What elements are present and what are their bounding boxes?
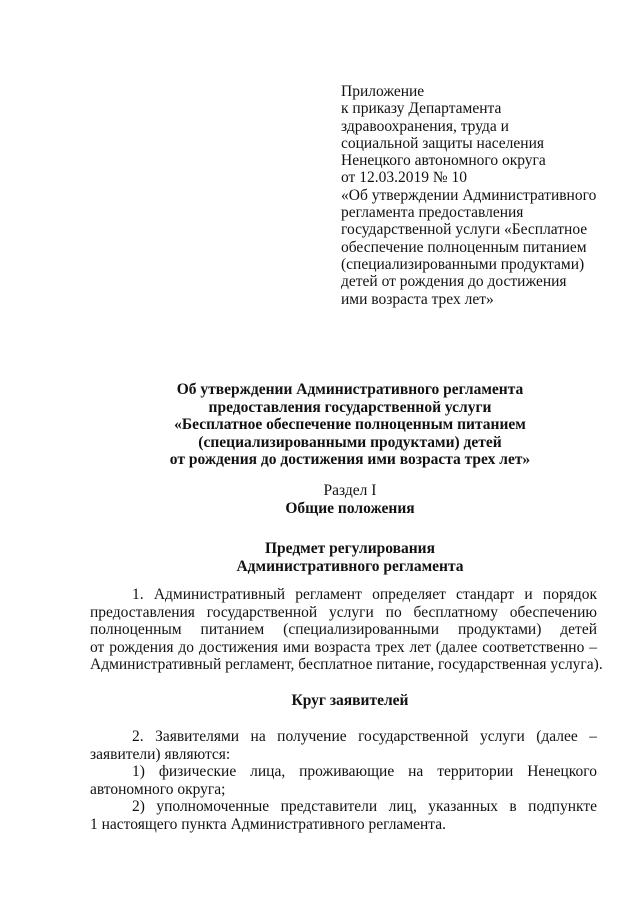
title-line: «Бесплатное обеспечение полноценным питанием	[174, 416, 526, 433]
annex-line: (специализированными продуктами)	[341, 255, 585, 273]
annex-line: государственной услуги «Бесплатное	[341, 221, 588, 239]
annex-line: от 12.03.2019 № 10	[341, 169, 467, 187]
annex-line: ими возраста трех лет»	[341, 290, 494, 308]
title-line: от рождения до достижения ими возраста трех лет»	[169, 451, 531, 468]
annex-line: к приказу Департамента	[341, 100, 502, 118]
annex-line: Приложение	[341, 83, 425, 100]
annex-line: регламента предоставления	[341, 204, 524, 222]
list-item-line: 1 настоящего пункта Административного регламента.	[90, 815, 447, 833]
annex-line: обеспечение полноценным питанием	[341, 238, 587, 256]
annex-line: социальной защиты населения	[341, 134, 545, 152]
annex-line: здравоохранения, труда и	[341, 117, 509, 135]
paragraph-line: от рождения до достижения ими возраста трех лет (далее соответственно –	[90, 638, 597, 656]
paragraph-2	[90, 728, 597, 834]
annex-block	[341, 83, 611, 308]
paragraph-line: Административный регламент, бесплатное питание, государственная услуга).	[90, 656, 603, 674]
subject-heading-line: Предмет регулирования	[264, 540, 435, 557]
applicants-heading: Круг заявителей	[291, 692, 409, 709]
paragraph-line: 2. Заявителями на получение государственной услуги (далее –	[132, 728, 597, 745]
subject-heading-line: Административного регламента	[236, 557, 464, 575]
annex-line: Ненецкого автономного округа	[341, 152, 546, 170]
title-line: (специализированными продуктами) детей	[198, 433, 502, 451]
paragraph-1	[90, 586, 603, 674]
title-line: предоставления государственной услуги	[208, 398, 492, 416]
list-item-line: 2) уполномоченные представители лиц, указанных в подпункте	[132, 798, 597, 816]
list-item-line: автономного округа;	[90, 780, 226, 798]
paragraph-line: полноценным питанием (специализированными продуктами) детей	[90, 621, 597, 639]
list-item-line: 1) физические лица, проживающие на территории Ненецкого	[132, 763, 597, 781]
title-line: Об утверждении Административного регламента	[176, 381, 524, 398]
paragraph-line: предоставления государственной услуги по бесплатному обеспечению	[90, 603, 597, 621]
annex-line: детей от рождения до достижения	[341, 273, 567, 291]
document-title	[80, 381, 620, 469]
subject-heading	[80, 540, 620, 575]
paragraph-line: 1. Административный регламент определяет стандарт и порядок	[132, 586, 597, 603]
section-name: Общие положения	[285, 499, 415, 517]
paragraph-line: заявители) являются:	[90, 745, 231, 763]
section-heading	[80, 482, 620, 517]
section-number: Раздел I	[323, 482, 377, 499]
annex-line: «Об утверждении Административного	[341, 186, 597, 204]
